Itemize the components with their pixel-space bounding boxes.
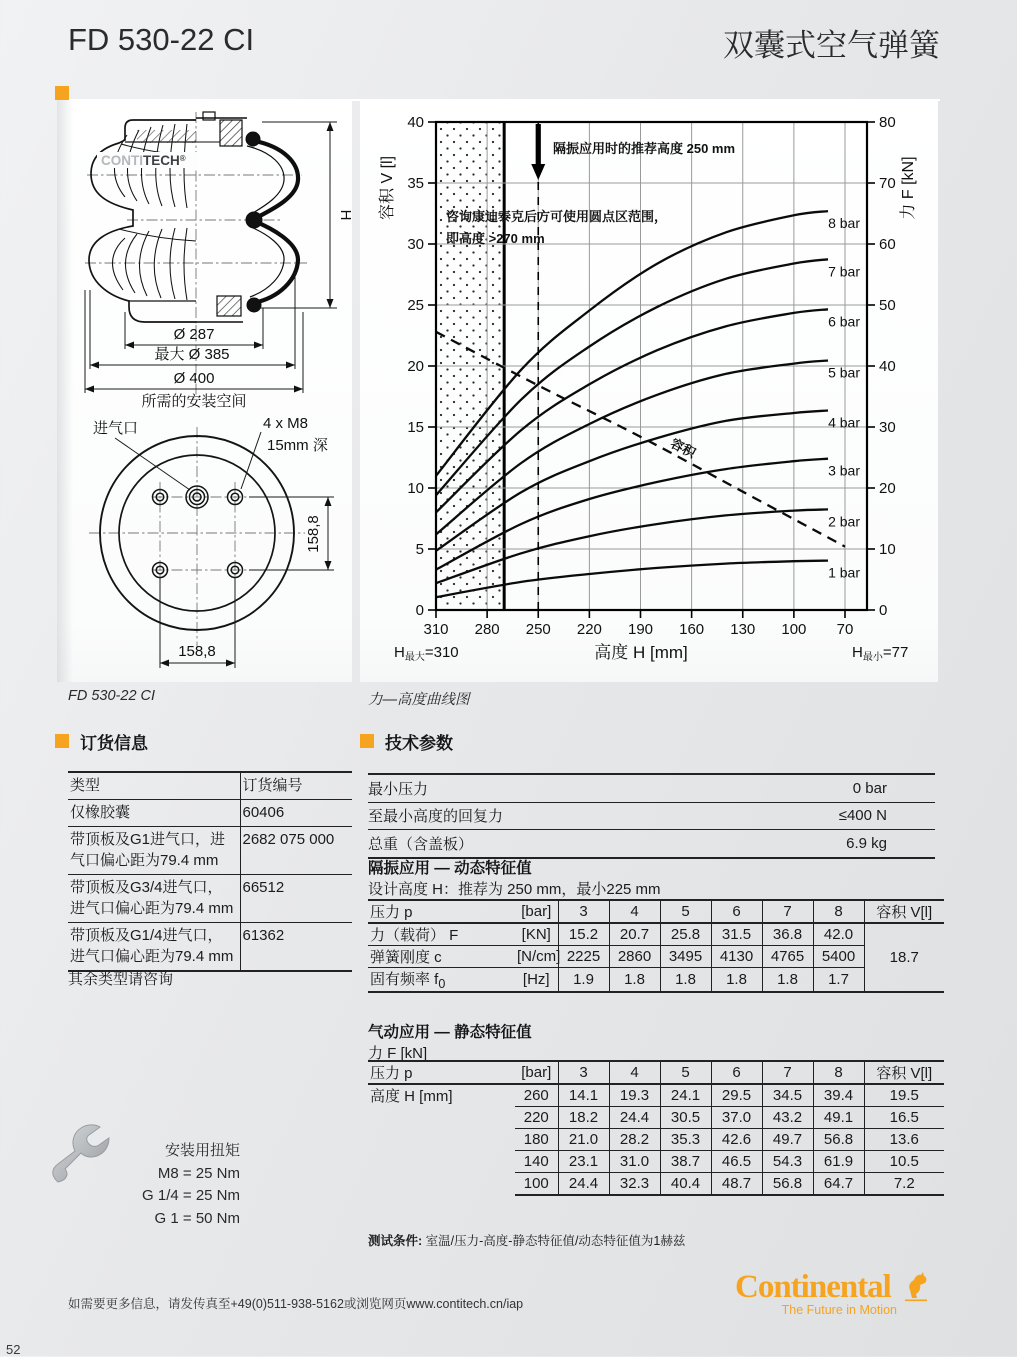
volume-cell: 19.5 [864,1084,944,1107]
consult-zone-note-line2: 即高度 >270 mm [446,231,545,246]
torque-title: 安装用扭矩 [164,1142,240,1159]
param-label: 最小压力 [368,774,652,802]
cell: 1.8 [660,968,711,993]
inlet-label: 进气口 [93,420,139,437]
height-cell: 140 [515,1151,558,1173]
header-unit: [bar] [515,900,558,923]
bottom-view [89,427,305,648]
cell: 25.8 [660,923,711,946]
height-cell: 180 [515,1129,558,1151]
svg-text:0: 0 [879,602,888,619]
torque-line: M8 = 25 Nm [157,1164,240,1182]
y-left-axis-title: 容积 V [l] [379,155,396,221]
svg-text:10: 10 [879,541,896,558]
page-subtitle-cn: 双囊式空气弹簧 [723,28,940,63]
air-spring-drawing [57,100,352,682]
row-label: 固有频率 $f_0$ [368,968,515,993]
height-cell: 220 [515,1107,558,1129]
height-cell: 260 [515,1084,558,1107]
svg-text:80: 80 [879,114,896,131]
cell: 43.2 [762,1107,813,1129]
row-label [368,1107,515,1129]
header-unit: [bar] [515,1061,558,1084]
x-axis-title: 高度 H [mm] [594,643,688,662]
svg-text:190: 190 [627,621,654,638]
cell: 28.2 [609,1129,660,1151]
static-title: 气动应用 — 静态特征值 [368,1024,532,1041]
dynamic-title: 隔振应用 — 动态特征值 [368,860,532,877]
svg-text:8 bar: 8 bar [828,215,860,232]
header-bar: 6 [711,900,762,923]
table-row [368,1061,944,1084]
cell: 1.9 [558,968,609,993]
cell: 20.7 [609,923,660,946]
row-unit: [N/cm] [515,946,558,968]
cell: 31.5 [711,923,762,946]
cell: 32.3 [609,1173,660,1196]
header-bar: 3 [558,900,609,923]
param-label: 至最小高度的回复力 [368,802,652,830]
cell-type: 带顶板及G3/4进气口，进气口偏心距为79.4 mm [68,875,240,923]
cell: 48.7 [711,1173,762,1196]
cell: 1.8 [711,968,762,993]
cell: 4765 [762,946,813,968]
dim-d287-label: Ø 287 [173,326,215,343]
cell-code: 61362 [240,923,352,972]
cell: 37.0 [711,1107,762,1129]
table-row [68,923,352,972]
svg-text:容积: 容积 [668,435,699,461]
svg-text:10: 10 [407,480,424,497]
svg-text:5 bar: 5 bar [828,364,860,381]
torque-line: G 1/4 = 25 Nm [142,1187,240,1204]
bottom-view-dimensions [93,415,334,668]
cell: 24.4 [609,1107,660,1129]
cell: 30.5 [660,1107,711,1129]
row-label: 力（载荷） F [368,923,515,946]
cell-code: 60406 [240,800,352,827]
table-row [68,827,352,875]
svg-text:220: 220 [576,621,602,638]
table-row [368,1084,944,1107]
ordering-section-square [55,734,69,748]
table-row [368,1173,944,1196]
volume-cell: 7.2 [864,1173,944,1196]
y-right-axis-title: 力 F [kN] [900,156,917,220]
table-row [368,802,935,830]
chart-caption: 力—高度曲线图 [368,692,470,708]
volume-cell: 16.5 [864,1107,944,1129]
header-bar: 7 [762,1061,813,1084]
tech-params-table [368,773,935,859]
ordering-table [68,771,352,972]
header-pressure: 压力 p [368,1061,515,1084]
row-label [368,1129,515,1151]
cell: 4130 [711,946,762,968]
cell: 2225 [558,946,609,968]
volume-cell: 18.7 [864,923,944,992]
cell-code: 66512 [240,875,352,923]
row-label: 弹簧刚度 c [368,946,515,968]
svg-text:20: 20 [879,480,896,497]
svg-text:70: 70 [836,621,854,638]
table-row [368,830,935,858]
row-unit: [Hz] [515,968,558,993]
cell: 56.8 [762,1173,813,1196]
cell: 3495 [660,946,711,968]
header-bar: 8 [813,1061,864,1084]
cell: 61.9 [813,1151,864,1173]
static-table [368,1060,944,1196]
cell: 34.5 [762,1084,813,1107]
row-label: 高度 H [mm] [370,1088,453,1106]
dim-158-horizontal: 158,8 [178,643,216,660]
svg-text:30: 30 [879,419,896,436]
page-number: 52 [6,1342,21,1357]
cell: 14.1 [558,1084,609,1107]
param-value: 0 bar [652,774,936,802]
cell: 36.8 [762,923,813,946]
col-header-type: 类型 [68,772,240,800]
svg-text:20: 20 [407,358,424,375]
col-header-code: 订货编号 [240,772,352,800]
cell: 64.7 [813,1173,864,1196]
volume-cell: 10.5 [864,1151,944,1173]
bellows-left-half [89,120,196,322]
svg-text:5: 5 [415,541,424,558]
svg-text:6 bar: 6 bar [828,313,860,330]
svg-text:25: 25 [407,297,424,314]
cell-code: 2682 075 000 [240,827,352,875]
cell: 15.2 [558,923,609,946]
cell-type: 仅橡胶囊 [68,800,240,827]
ordering-section-title: 订货信息 [80,734,148,753]
height-cell: 100 [515,1173,558,1196]
cell: 46.5 [711,1151,762,1173]
cell: 40.4 [660,1173,711,1196]
cell: 54.3 [762,1151,813,1173]
recommended-height-annotation: 隔振应用时的推荐高度 250 mm [553,141,736,156]
cell: 24.4 [558,1173,609,1196]
cell-type: 带顶板及G1/4进气口，进气口偏心距为79.4 mm [68,923,240,972]
header-bar: 6 [711,1061,762,1084]
torque-info [100,1140,240,1230]
cell: 42.6 [711,1129,762,1151]
param-value: ≤400 N [652,802,936,830]
test-conditions [368,1231,685,1249]
row-label [368,1151,515,1173]
h-max-label: $H_{最大}=310$ [394,644,459,663]
cell: 38.7 [660,1151,711,1173]
tech-section-title: 技术参数 [385,734,453,753]
header-bar: 4 [609,1061,660,1084]
table-row [68,875,352,923]
bolt-spec-label-2: 15mm 深 [267,437,328,454]
contitech-label [97,152,198,168]
cell-type: 带顶板及G1进气口，进气口偏心距为79.4 mm [68,827,240,875]
cell: 1.8 [609,968,660,993]
svg-text:0: 0 [415,602,424,619]
header-volume: 容积 V[l] [864,1061,944,1084]
table-row [368,1129,944,1151]
row-unit: [KN] [515,923,558,946]
dim-d400-label: Ø 400 [173,370,215,387]
h-min-label: $H_{最小}=77$ [852,644,909,663]
table-row [368,1107,944,1129]
cell: 35.3 [660,1129,711,1151]
cell: 21.0 [558,1129,609,1151]
footer-contact: 如需要更多信息，请发传真至+49(0)511-938-5162或浏览网页www.contitech.cn/iap [68,1297,524,1311]
horse-icon [903,1272,929,1304]
dim-d385-label: 最大 Ø 385 [154,346,230,363]
svg-text:250: 250 [525,621,551,638]
svg-text:310: 310 [423,621,449,638]
header-bar: 5 [660,1061,711,1084]
ordering-note: 其余类型请咨询 [68,971,174,988]
param-value: 6.9 kg [652,830,936,858]
test-conditions-text: 室温/压力-高度-静态特征值/动态特征值为1赫兹 [422,1234,686,1248]
brand-wordmark: Continental [735,1269,891,1305]
table-row [368,774,935,802]
drawing-caption: FD 530-22 CI [68,688,156,704]
svg-text:60: 60 [879,236,896,253]
header-pressure: 压力 p [368,900,515,923]
torque-line: G 1 = 50 Nm [154,1209,240,1227]
dim-158-vertical: 158,8 [305,515,322,553]
table-row [68,772,352,800]
cell: 29.5 [711,1084,762,1107]
svg-text:40: 40 [879,358,896,375]
header-bar: 5 [660,900,711,923]
bellows-cross-section [196,112,298,322]
cell: 1.7 [813,968,864,993]
test-conditions-label: 测试条件: [368,1234,423,1248]
continental-logo [735,1269,935,1317]
svg-text:CONTITECH®: CONTITECH® [101,153,186,168]
svg-text:40: 40 [407,114,424,131]
dynamic-table [368,899,944,993]
svg-text:160: 160 [679,621,705,638]
cell: 39.4 [813,1084,864,1107]
cell: 49.7 [762,1129,813,1151]
table-row [368,946,944,968]
svg-text:70: 70 [879,175,896,192]
table-row [368,968,944,993]
svg-text:50: 50 [879,297,896,314]
table-row [68,800,352,827]
cell: 23.1 [558,1151,609,1173]
header-bar: 3 [558,1061,609,1084]
svg-text:130: 130 [730,621,756,638]
svg-text:35: 35 [407,175,424,192]
force-height-chart [360,100,938,682]
cell: 49.1 [813,1107,864,1129]
table-row [368,923,944,946]
cell: 18.2 [558,1107,609,1129]
row-label [368,1173,515,1196]
header-volume: 容积 V[l] [864,900,944,923]
cell: 24.1 [660,1084,711,1107]
accent-square [55,86,69,100]
param-label: 总重（含盖板） [368,830,652,858]
brand-tagline: The Future in Motion [781,1303,897,1317]
svg-text:2 bar: 2 bar [828,513,860,530]
volume-cell: 13.6 [864,1129,944,1151]
header-bar: 4 [609,900,660,923]
table-row [368,900,944,923]
page-title: FD 530-22 CI [68,22,255,57]
cell: 5400 [813,946,864,968]
svg-text:3 bar: 3 bar [828,462,860,479]
cell: 31.0 [609,1151,660,1173]
cell: 1.8 [762,968,813,993]
cell: 2860 [609,946,660,968]
svg-text:1 bar: 1 bar [828,564,860,581]
cell: 19.3 [609,1084,660,1107]
svg-text:30: 30 [407,236,424,253]
static-subtitle: 力 F [kN] [368,1045,428,1062]
table-row [368,1151,944,1173]
svg-text:280: 280 [474,621,500,638]
bolt-spec-label-1: 4 x M8 [263,415,309,432]
tech-section-square [360,734,374,748]
svg-text:15: 15 [407,419,424,436]
installation-space-label: 所需的安装空间 [141,393,247,410]
svg-text:100: 100 [781,621,807,638]
cell: 42.0 [813,923,864,946]
header-bar: 7 [762,900,813,923]
dim-h-label: H [337,209,354,221]
cell: 56.8 [813,1129,864,1151]
svg-text:4 bar: 4 bar [828,414,860,431]
consult-zone-note-line1: 咨询康迪泰克后方可使用圆点区范围， [446,209,668,224]
dynamic-subtitle: 设计高度 H：推荐为 250 mm，最小225 mm [368,881,661,898]
header-bar: 8 [813,900,864,923]
svg-text:7 bar: 7 bar [828,263,860,280]
